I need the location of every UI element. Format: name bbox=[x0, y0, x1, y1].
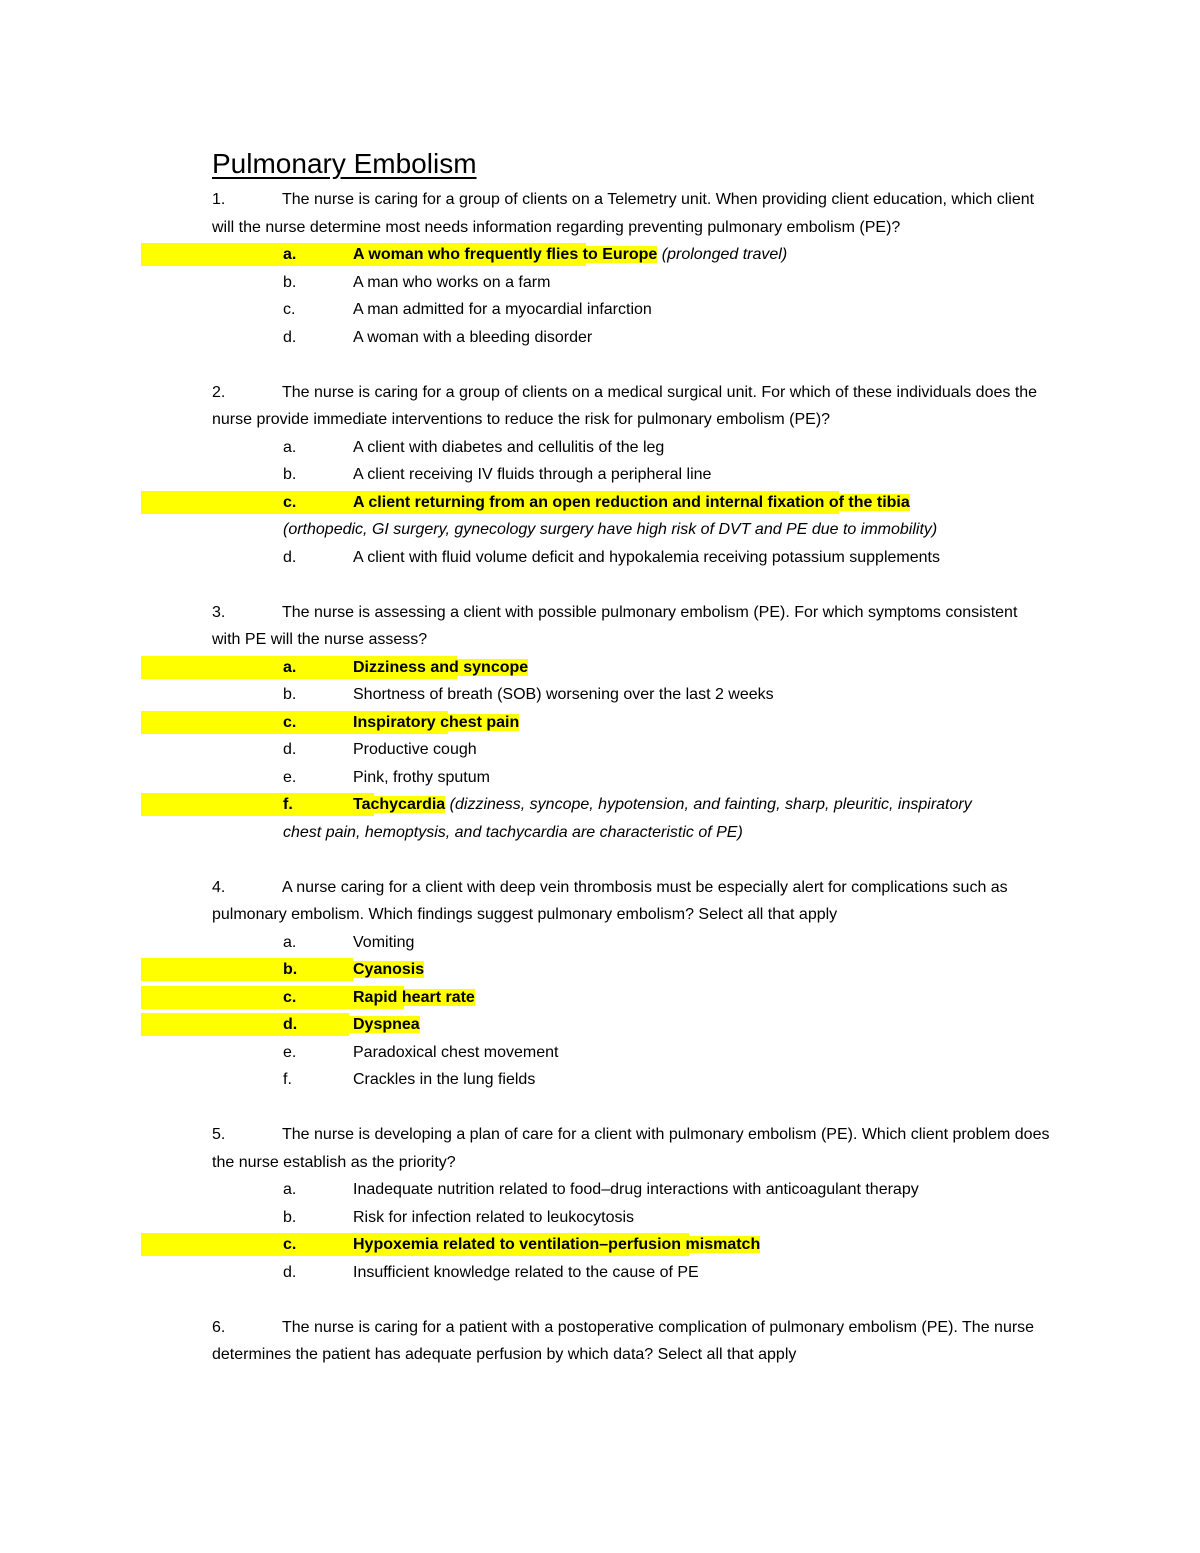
option-letter: f. bbox=[283, 1071, 292, 1088]
option-body bbox=[283, 246, 657, 263]
question-6 bbox=[212, 1314, 1050, 1369]
answer-option bbox=[212, 956, 1050, 984]
answer-option bbox=[212, 489, 1050, 517]
option-body bbox=[283, 1264, 699, 1281]
rationale-note: (orthopedic, GI surgery, gynecology surgery have high risk of DVT and PE due to immobility) bbox=[283, 521, 938, 538]
option-body bbox=[283, 659, 528, 676]
option-letter: b. bbox=[283, 961, 298, 978]
option bbox=[212, 1259, 1050, 1287]
question-stem bbox=[212, 186, 1050, 241]
option bbox=[212, 269, 1050, 297]
option-body bbox=[283, 1071, 535, 1088]
option-letter: d. bbox=[283, 1016, 298, 1033]
option bbox=[212, 1066, 1050, 1094]
question-text: The nurse is caring for a patient with a postoperative complication of pulmonary embolism (PE). The nurse determines the patient has adequate perfusion by which data? Select all that apply bbox=[212, 1318, 1035, 1363]
option bbox=[212, 544, 1050, 572]
option-body bbox=[283, 1209, 634, 1226]
page-title: Pulmonary Embolism bbox=[212, 148, 477, 179]
option-letter: d. bbox=[283, 1263, 297, 1281]
option-body bbox=[283, 769, 490, 786]
option-text: Dyspnea bbox=[353, 1016, 420, 1033]
option bbox=[212, 296, 1050, 324]
option-text: Crackles in the lung fields bbox=[353, 1071, 536, 1088]
option-text: Rapid heart rate bbox=[353, 988, 475, 1006]
option-text: A woman with a bleeding disorder bbox=[353, 328, 593, 346]
question-number: 6. bbox=[212, 1318, 226, 1336]
option-text: A client receiving IV fluids through a peripheral line bbox=[353, 466, 712, 483]
rationale-note: chest pain, hemoptysis, and tachycardia are characteristic of PE) bbox=[283, 823, 743, 841]
option-body bbox=[283, 934, 414, 951]
question-number: 2. bbox=[212, 383, 226, 401]
option-text: Hypoxemia related to ventilation–perfusion mismatch bbox=[353, 1236, 761, 1253]
question-3 bbox=[212, 599, 1050, 847]
question-stem bbox=[212, 1121, 1050, 1176]
question-stem bbox=[212, 874, 1050, 929]
option-body bbox=[283, 961, 424, 978]
answer-option bbox=[212, 984, 1050, 1012]
question-5 bbox=[212, 1121, 1050, 1286]
option-body bbox=[283, 1016, 420, 1033]
option-body bbox=[283, 796, 445, 813]
option-letter: a. bbox=[283, 933, 297, 951]
question-text: A nurse caring for a client with deep vein thrombosis must be especially alert for complications such as pulmonary embolism. Which findings suggest pulmonary embolism? Select all that apply bbox=[212, 878, 1008, 923]
option-body bbox=[283, 301, 652, 318]
option bbox=[212, 681, 1050, 709]
question-number: 1. bbox=[212, 191, 226, 208]
option-letter: b. bbox=[283, 466, 297, 483]
document-content bbox=[212, 146, 1050, 1369]
option-text: Dizziness and syncope bbox=[353, 658, 529, 676]
option-body bbox=[283, 1181, 919, 1198]
option-text: Insufficient knowledge related to the cause of PE bbox=[353, 1263, 699, 1281]
option-letter: c. bbox=[283, 988, 297, 1006]
option-text: A client with fluid volume deficit and hypokalemia receiving potassium supplements bbox=[353, 548, 940, 566]
option-text: A client with diabetes and cellulitis of the leg bbox=[353, 438, 665, 456]
option-letter: e. bbox=[283, 1043, 297, 1061]
option-body bbox=[283, 494, 910, 511]
option-text: Vomiting bbox=[353, 933, 415, 951]
option-letter: d. bbox=[283, 328, 297, 346]
question-number: 5. bbox=[212, 1126, 226, 1143]
option-body bbox=[283, 714, 519, 731]
option-body bbox=[283, 274, 550, 291]
option bbox=[212, 1039, 1050, 1067]
option bbox=[212, 461, 1050, 489]
option-body bbox=[283, 549, 940, 566]
option-letter: b. bbox=[283, 686, 297, 703]
question-text: The nurse is developing a plan of care for a client with pulmonary embolism (PE). Which client problem does the nurse establish as the priority? bbox=[212, 1126, 1050, 1171]
answer-option bbox=[212, 709, 1050, 737]
question-stem bbox=[212, 1314, 1050, 1369]
option-text: A man admitted for a myocardial infarction bbox=[353, 301, 652, 318]
answer-option bbox=[212, 1011, 1050, 1039]
option-note: (dizziness, syncope, hypotension, and fainting, sharp, pleuritic, inspiratory bbox=[449, 796, 972, 813]
question-number: 3. bbox=[212, 603, 226, 621]
option-letter: a. bbox=[283, 246, 297, 263]
answer-option bbox=[212, 791, 1050, 819]
question-stem bbox=[212, 379, 1050, 434]
option-text: Inadequate nutrition related to food–drug interactions with anticoagulant therapy bbox=[353, 1181, 919, 1198]
option-text: Paradoxical chest movement bbox=[353, 1043, 559, 1061]
answer-option bbox=[212, 241, 1050, 269]
option bbox=[212, 1204, 1050, 1232]
option-body bbox=[283, 989, 475, 1006]
option bbox=[212, 764, 1050, 792]
option-letter: b. bbox=[283, 273, 297, 291]
option-letter: c. bbox=[283, 301, 296, 318]
option-body bbox=[283, 1044, 558, 1061]
question-text: The nurse is caring for a group of clients on a medical surgical unit. For which of these individuals does the nurse provide immediate interventions to reduce the risk for pulmonary embolism (PE)? bbox=[212, 383, 1038, 428]
option-text: Productive cough bbox=[353, 741, 477, 758]
question-stem bbox=[212, 599, 1050, 654]
option-letter: e. bbox=[283, 768, 297, 786]
option-letter: b. bbox=[283, 1208, 297, 1226]
option-letter: c. bbox=[283, 713, 297, 731]
option-letter: a. bbox=[283, 438, 297, 456]
option-body bbox=[283, 741, 477, 758]
option-text: A man who works on a farm bbox=[353, 273, 551, 291]
option bbox=[212, 929, 1050, 957]
option-letter: c. bbox=[283, 1236, 297, 1253]
option-text: Shortness of breath (SOB) worsening over the last 2 weeks bbox=[353, 686, 774, 703]
option bbox=[212, 1176, 1050, 1204]
option-text: Tachycardia bbox=[353, 796, 446, 813]
option-letter: d. bbox=[283, 741, 297, 758]
answer-option bbox=[212, 1231, 1050, 1259]
option-letter: d. bbox=[283, 548, 297, 566]
question-2 bbox=[212, 379, 1050, 572]
option-text: Inspiratory chest pain bbox=[353, 713, 520, 731]
question-text: The nurse is caring for a group of clients on a Telemetry unit. When providing client education, which client will the nurse determine most needs information regarding preventing pulmonary embolism (PE)? bbox=[212, 191, 1035, 236]
question-list bbox=[212, 186, 1050, 1369]
option-body bbox=[283, 686, 774, 703]
option bbox=[212, 434, 1050, 462]
question-1 bbox=[212, 186, 1050, 351]
option-text: A woman who frequently flies to Europe bbox=[353, 246, 658, 263]
option-body bbox=[283, 466, 711, 483]
option-text: A client returning from an open reduction and internal fixation of the tibia bbox=[353, 493, 910, 511]
option-text: Cyanosis bbox=[353, 961, 425, 978]
option-letter: f. bbox=[283, 796, 293, 813]
option-letter: a. bbox=[283, 1181, 297, 1198]
option-letter: a. bbox=[283, 658, 297, 676]
question-number: 4. bbox=[212, 878, 226, 896]
option-body bbox=[283, 329, 592, 346]
option bbox=[212, 324, 1050, 352]
option-note: (prolonged travel) bbox=[661, 246, 788, 263]
option-body bbox=[283, 1236, 760, 1253]
option-text: Risk for infection related to leukocytosis bbox=[353, 1208, 635, 1226]
answer-option bbox=[212, 654, 1050, 682]
question-text: The nurse is assessing a client with possible pulmonary embolism (PE). For which symptoms consistent with PE will the nurse assess? bbox=[212, 603, 1018, 648]
option-text: Pink, frothy sputum bbox=[353, 768, 490, 786]
option bbox=[212, 736, 1050, 764]
option-letter: c. bbox=[283, 493, 297, 511]
option-body bbox=[283, 439, 664, 456]
question-4 bbox=[212, 874, 1050, 1094]
